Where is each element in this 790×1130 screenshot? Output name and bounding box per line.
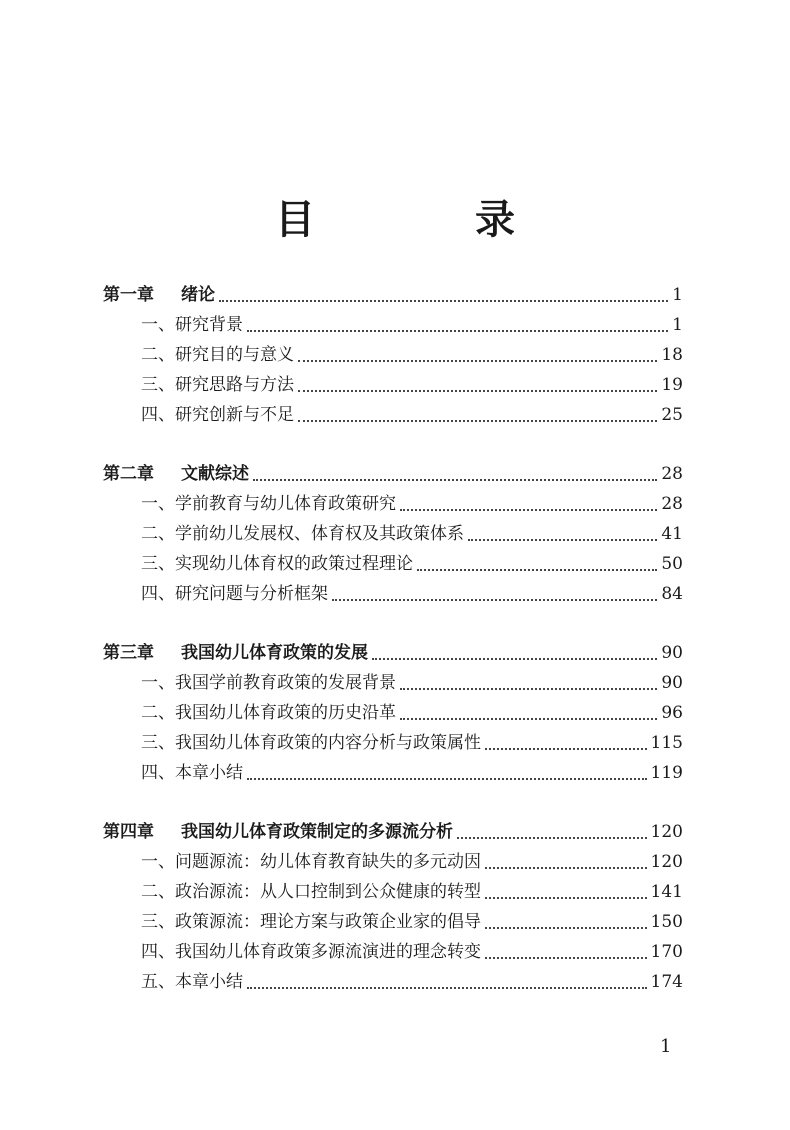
section-title: 三、我国幼儿体育政策的内容分析与政策属性	[141, 733, 481, 753]
page-number: 1	[660, 1036, 672, 1057]
dot-leader	[457, 827, 647, 839]
dot-leader	[247, 320, 668, 332]
section-page: 174	[650, 972, 683, 992]
section-title: 三、研究思路与方法	[141, 375, 294, 395]
section-page: 96	[661, 703, 683, 723]
section-title: 一、研究背景	[141, 315, 243, 335]
chapter-number: 第一章	[103, 285, 154, 305]
section-page: 141	[650, 882, 683, 902]
section-title: 四、研究问题与分析框架	[141, 584, 328, 604]
dot-leader	[247, 768, 647, 780]
section-page: 18	[661, 345, 683, 365]
dot-leader	[253, 469, 657, 481]
chapter-number: 第三章	[103, 643, 154, 663]
toc-section[interactable]	[103, 519, 683, 549]
chapter-page: 90	[661, 643, 683, 663]
chapter-heading[interactable]	[103, 638, 683, 668]
section-title: 一、我国学前教育政策的发展背景	[141, 673, 396, 693]
chapter-page: 1	[672, 285, 683, 305]
toc-section[interactable]	[103, 937, 683, 967]
section-title: 三、政策源流：理论方案与政策企业家的倡导	[141, 912, 481, 932]
dot-leader	[247, 977, 647, 989]
dot-leader	[332, 589, 657, 601]
section-page: 28	[661, 494, 683, 514]
toc-section[interactable]	[103, 907, 683, 937]
section-page: 1	[672, 315, 683, 335]
section-title: 五、本章小结	[141, 972, 243, 992]
section-title: 一、问题源流：幼儿体育教育缺失的多元动因	[141, 852, 481, 872]
chapter-heading[interactable]	[103, 817, 683, 847]
toc-section[interactable]	[103, 758, 683, 788]
section-title: 一、学前教育与幼儿体育政策研究	[141, 494, 396, 514]
section-title: 二、研究目的与意义	[141, 345, 294, 365]
section-page: 25	[661, 405, 683, 425]
toc-section[interactable]	[103, 668, 683, 698]
section-page: 150	[650, 912, 683, 932]
dot-leader	[400, 678, 657, 690]
toc-section[interactable]	[103, 579, 683, 609]
chapter-heading[interactable]	[103, 459, 683, 489]
dot-leader	[298, 350, 657, 362]
section-title: 二、学前幼儿发展权、体育权及其政策体系	[141, 524, 464, 544]
section-title: 四、我国幼儿体育政策多源流演进的理念转变	[141, 942, 481, 962]
section-page: 41	[661, 524, 683, 544]
dot-leader	[417, 559, 657, 571]
section-page: 84	[661, 584, 683, 604]
toc-section[interactable]	[103, 340, 683, 370]
toc-section[interactable]	[103, 728, 683, 758]
toc-section[interactable]	[103, 400, 683, 430]
section-page: 120	[650, 852, 683, 872]
chapter-number: 第二章	[103, 464, 154, 484]
dot-leader	[400, 708, 657, 720]
section-page: 50	[661, 554, 683, 574]
dot-leader	[219, 290, 668, 302]
chapter-heading[interactable]	[103, 280, 683, 310]
chapter-2	[103, 459, 683, 609]
section-page: 19	[661, 375, 683, 395]
section-page: 115	[650, 733, 683, 753]
dot-leader	[485, 947, 647, 959]
chapter-page: 120	[650, 822, 683, 842]
dot-leader	[485, 738, 647, 750]
toc-section[interactable]	[103, 489, 683, 519]
chapter-3	[103, 638, 683, 788]
dot-leader	[485, 887, 647, 899]
dot-leader	[298, 410, 657, 422]
section-page: 90	[661, 673, 683, 693]
dot-leader	[485, 857, 647, 869]
section-title: 二、政治源流：从人口控制到公众健康的转型	[141, 882, 481, 902]
section-page: 170	[650, 942, 683, 962]
dot-leader	[468, 529, 657, 541]
dot-leader	[298, 380, 657, 392]
section-title: 四、本章小结	[141, 763, 243, 783]
chapter-title: 绪论	[181, 285, 215, 305]
chapter-title: 我国幼儿体育政策的发展	[181, 643, 368, 663]
section-title: 三、实现幼儿体育权的政策过程理论	[141, 554, 413, 574]
section-title: 四、研究创新与不足	[141, 405, 294, 425]
section-page: 119	[650, 763, 683, 783]
chapter-page: 28	[661, 464, 683, 484]
toc-section[interactable]	[103, 967, 683, 997]
chapter-title: 文献综述	[181, 464, 249, 484]
toc-section[interactable]	[103, 370, 683, 400]
chapter-1	[103, 280, 683, 430]
dot-leader	[372, 648, 657, 660]
table-of-contents	[103, 280, 683, 1026]
chapter-4	[103, 817, 683, 997]
page-title: 目 录	[275, 197, 575, 243]
toc-section[interactable]	[103, 877, 683, 907]
toc-section[interactable]	[103, 310, 683, 340]
toc-section[interactable]	[103, 847, 683, 877]
toc-section[interactable]	[103, 698, 683, 728]
dot-leader	[400, 499, 657, 511]
toc-section[interactable]	[103, 549, 683, 579]
section-title: 二、我国幼儿体育政策的历史沿革	[141, 703, 396, 723]
chapter-title: 我国幼儿体育政策制定的多源流分析	[181, 822, 453, 842]
dot-leader	[485, 917, 647, 929]
chapter-number: 第四章	[103, 822, 154, 842]
